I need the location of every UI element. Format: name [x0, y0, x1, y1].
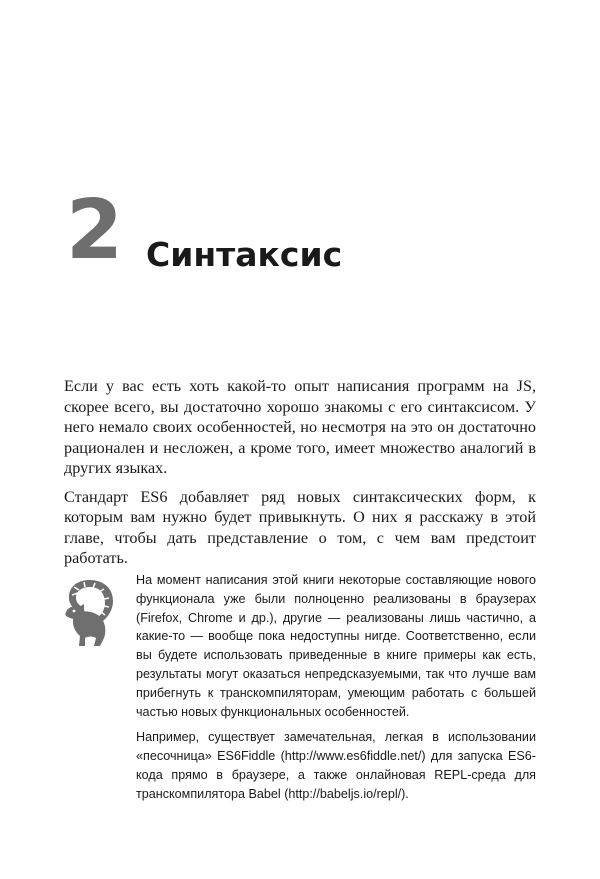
chapter-number: 2 [66, 183, 124, 278]
note-text [136, 571, 536, 811]
body-paragraph: Стандарт ES6 добавляет ряд новых синтаксических форм, к которым вам нужно будет привыкнуть. О них я расскажу в этой главе, чтобы дать представление о том, с чем вам предстоит работать. [64, 487, 536, 567]
note-paragraph: Например, существует замечательная, легкая в использовании «песочница» ES6Fiddle (http://www.es6fiddle.net/) для запуска ES6-кода прямо в браузере, а также онлайновая REPL-среда для транскомпилятора Babel (http://babeljs.io/repl/). [136, 730, 536, 801]
body-text [64, 376, 536, 577]
note-paragraph: На момент написания этой книги некоторые составляющие нового функционала уже были полноценно реализованы в браузерах (Firefox, Chrome и др.), другие — реализованы лишь частично, а какие-то — вообще пока недоступны нигде. Соответственно, если вы будете использовать приведенные в книге примеры как есть, результаты могут оказаться непредсказуемыми, так что лучше вам прибегнуть к транскомпиляторам, умеющим работать с большей частью новых функциональных особенностей. [136, 573, 536, 719]
lemur-icon [60, 576, 122, 648]
body-paragraph: Если у вас есть хоть какой-то опыт написания программ на JS, скорее всего, вы достаточно хорошо знакомы с его синтаксисом. У него немало своих особенностей, но несмотря на это он достаточно рационален и несложен, а кроме того, имеет множество аналогий в других языках. [64, 377, 536, 477]
chapter-title: Синтаксис [146, 235, 343, 274]
